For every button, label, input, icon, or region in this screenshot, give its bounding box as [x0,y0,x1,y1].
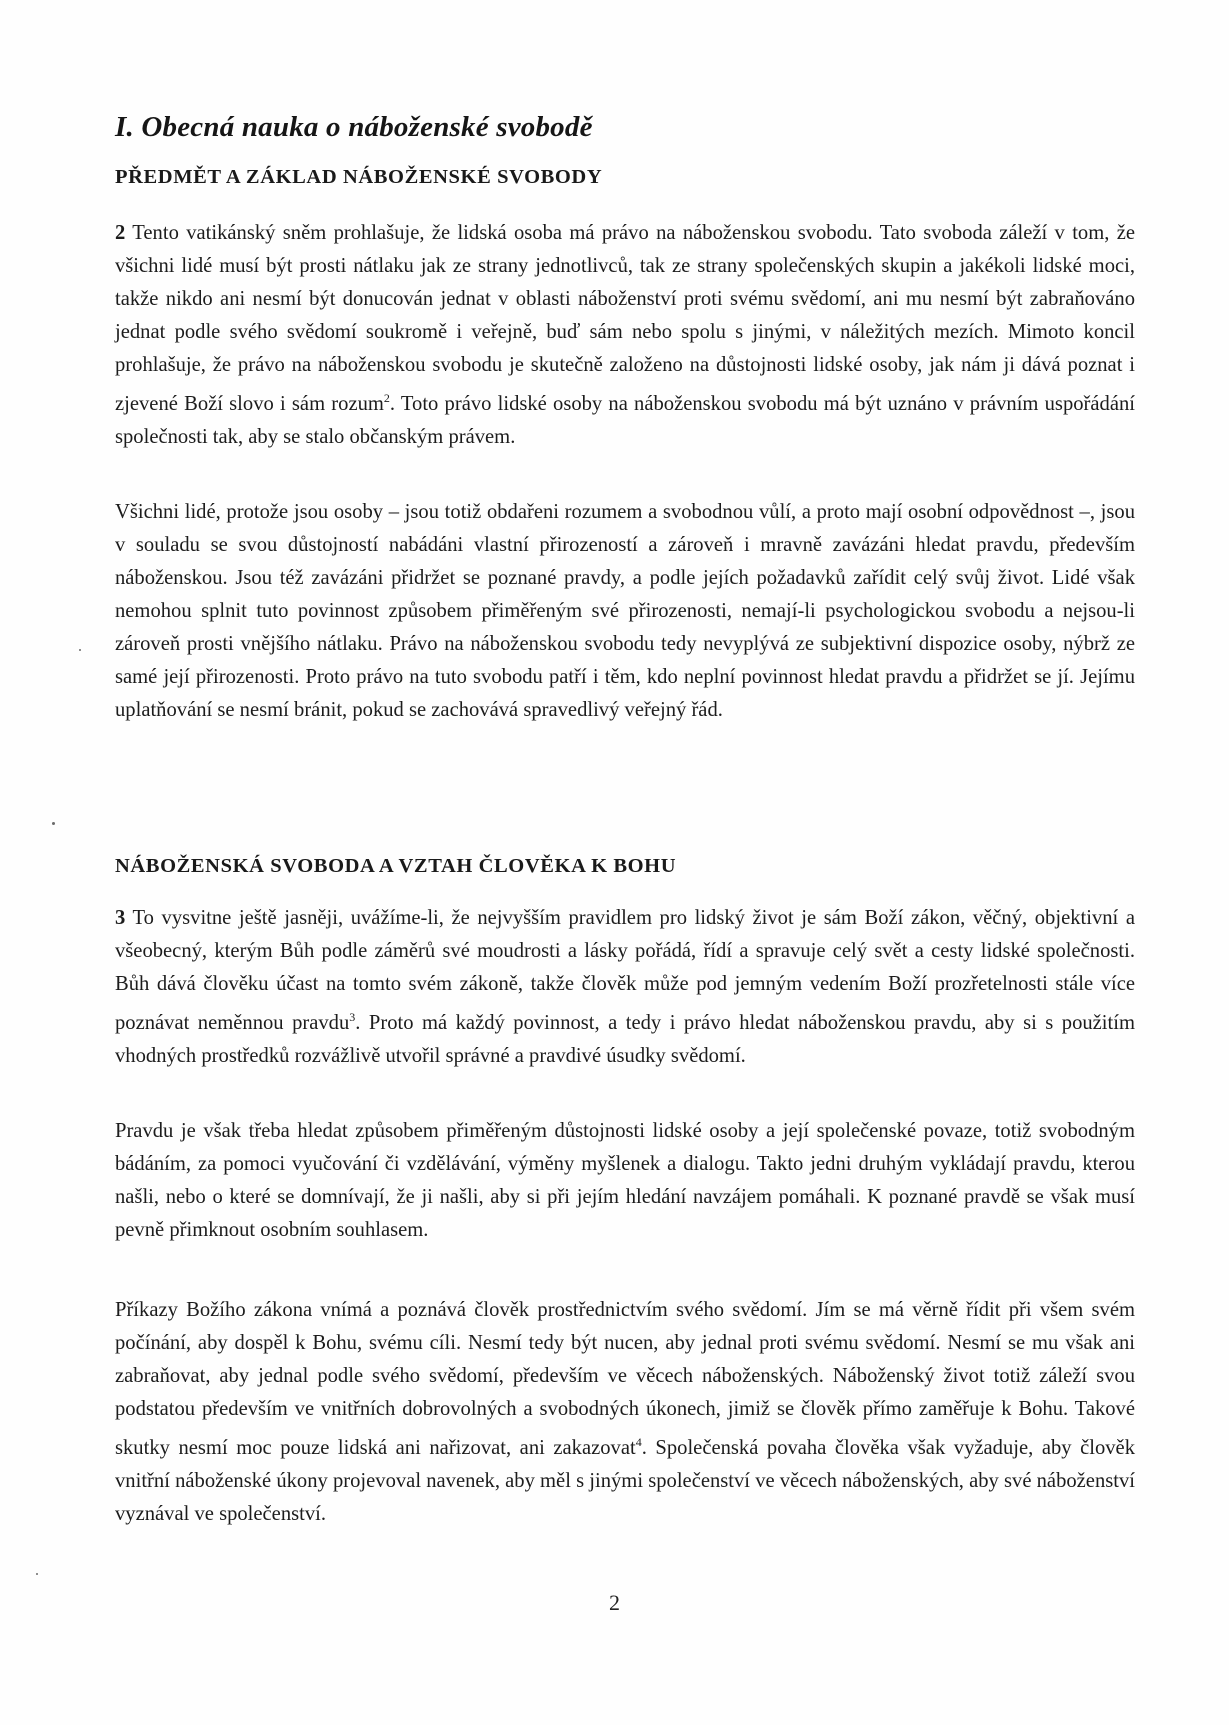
paragraph-number: 2 [115,222,126,244]
page-number: 2 [609,1590,620,1615]
section-heading-subject: PŘEDMĚT A ZÁKLAD NÁBOŽENSKÉ SVOBODY [115,166,603,188]
paragraph-3-2: Pravdu je však třeba hledat způsobem přiměřeným důstojnosti lidské osoby a její společenské povaze, totiž svobodným bádáním, za pomoci vyučování či vzdělávání, výměny myšlenek a dialogu. Takto jedni druhým vykládají pravdu, kterou našli, nebo o které se domnívají, že ji našli, aby si při jejím hledání navzájem pomáhali. K poznané pravdě se však musí pevně přimknout osobním souhlasem. [115,1120,1135,1241]
paragraph-text: Příkazy Božího zákona vnímá a poznává člověk prostřednictvím svého svědomí. Jím se má věrně řídit při všem svém počínání, aby dospěl k Bohu, svému cíli. Nesmí tedy být nucen, aby jednal proti svému svědomí. Nesmí se mu však ani zabraňovat, aby jednal podle svého svědomí, především ve věcech náboženských. Náboženský život totiž záleží svou podstatou především ve vnitřních dobrovolných a svobodných úkonech, jimiž se člověk přímo zaměřuje k Bohu. Takové skutky nesmí moc pouze lidská ani nařizovat, ani zakazovat [115,1299,1135,1459]
paragraph-number: 3 [115,907,126,929]
scan-speck [36,1573,38,1575]
paragraph-text: To vysvitne ještě jasněji, uvážíme-li, že nejvyšším pravidlem pro lidský život je sám Boží zákon, věčný, objektivní a všeobecný, kterým Bůh podle záměrů své moudrosti a lásky pořádá, řídí a spravuje celý svět a cesty lidské společnosti. Bůh dává člověku účast na tomto svém zákoně, takže člověk může pod jemným vedením Boží prozřetelnosti stále více poznávat neměnnou pravdu [115,907,1135,1034]
paragraph-3-3 [115,1294,1135,1531]
scan-speck [79,649,81,651]
paragraph-text: . Proto má každý povinnost, a tedy i právo hledat náboženskou pravdu, aby si s použitím vhodných prostředků rozvážlivě utvořil správné a pravdivé úsudky svědomí. [115,1011,1135,1067]
paragraph-2-1 [115,217,1135,454]
scan-speck [52,822,55,825]
paragraph-2-2: Všichni lidé, protože jsou osoby – jsou totiž obdařeni rozumem a svobodnou vůlí, a proto mají osobní odpovědnost –, jsou v souladu se svou důstojností nabádáni vlastní přirozeností a zároveň i mravně zavázáni hledat pravdu, především náboženskou. Jsou též zavázáni přidržet se poznané pravdy, a podle jejích požadavků zařídit celý svůj život. Lidé však nemohou splnit tuto povinnost způsobem přiměřeným své přirozenosti, nemají-li psychologickou svobodu a nejsou-li zároveň prosti vnějšího nátlaku. Právo na náboženskou svobodu tedy nevyplývá ze subjektivní dispozice osoby, nýbrž ze samé její přirozenosti. Proto právo na tuto svobodu patří i těm, kdo neplní povinnost hledat pravdu a přidržet se jí. Jejímu uplatňování se nesmí bránit, pokud se zachovává spravedlivý veřejný řád. [115,501,1135,721]
chapter-title: I. Obecná nauka o náboženské svobodě [115,111,593,143]
footnote-ref-3[interactable]: 3 [349,1010,356,1024]
footnote-ref-2[interactable]: 2 [383,391,390,405]
section-heading-relation-to-god: NÁBOŽENSKÁ SVOBODA A VZTAH ČLOVĚKA K BOHU [115,855,677,877]
paragraph-3-1 [115,902,1135,1073]
paragraph-text: . Společenská povaha člověka však vyžaduje, aby člověk vnitřní náboženské úkony projevoval navenek, aby měl s jinými společenství ve věcech náboženských, aby své náboženství vyznával ve společenství. [115,1436,1135,1525]
paragraph-text: Tento vatikánský sněm prohlašuje, že lidská osoba má právo na náboženskou svobodu. Tato svoboda záleží v tom, že všichni lidé musí být prosti nátlaku jak ze strany jednotlivců, tak ze strany společenských skupin a jakékoli lidské moci, takže nikdo ani nesmí být donucován jednat v oblasti náboženství proti svému svědomí, ani mu nesmí být zabraňováno jednat podle svého svědomí soukromě i veřejně, buď sám nebo spolu s jinými, v náležitých mezích. Mimoto koncil prohlašuje, že právo na náboženskou svobodu je skutečně založeno na důstojnosti lidské osoby, jak nám ji dává poznat i zjevené Boží slovo i sám rozum [115,222,1135,415]
footnote-ref-4[interactable]: 4 [635,1435,642,1449]
paragraph-text: . Toto právo lidské osoby na náboženskou svobodu má být uznáno v právním uspořádání společnosti tak, aby se stalo občanským právem. [115,392,1135,448]
